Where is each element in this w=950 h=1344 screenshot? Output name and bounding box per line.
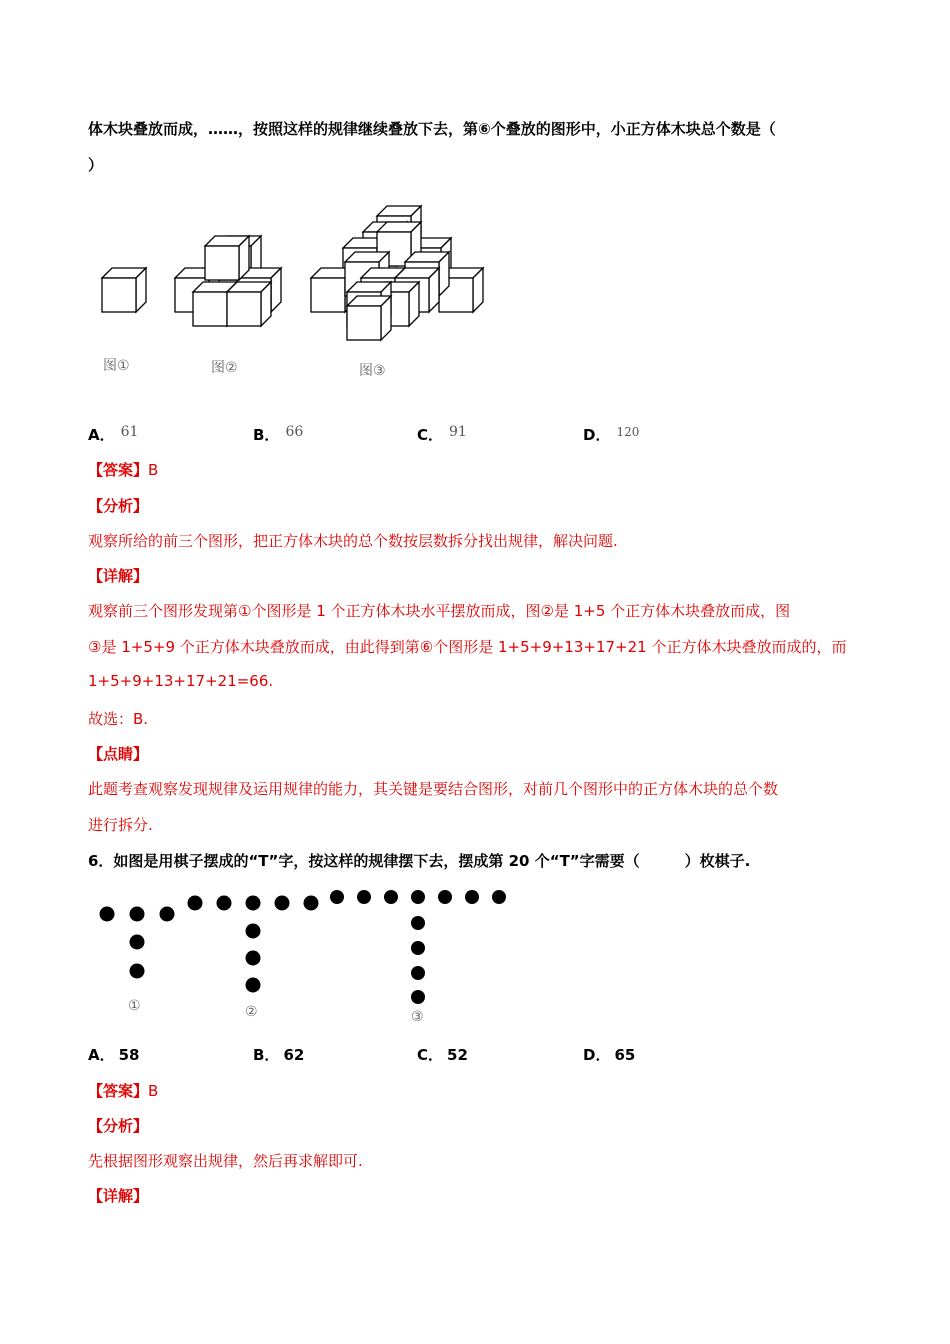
t2-dots (188, 896, 319, 993)
q5-detail-line3: 1+5+9+13+17+21=66. (88, 672, 274, 690)
q5-comment-line1: 此题考查观察发现规律及运用规律的能力，其关键是要结合图形，对前几个图形中的正方体木块的总个数 (88, 780, 779, 798)
q5-analysis-tag: 【分析】 (88, 497, 149, 515)
q5-comment-tag: 【点睛】 (88, 745, 149, 763)
q6-option-b[interactable]: B． 62 (253, 1046, 305, 1064)
q5-option-a[interactable]: A． 61 (88, 424, 139, 444)
q5-answer: 【答案】B (88, 461, 159, 479)
t-shape-figure (90, 885, 520, 1025)
q5-comment-line2: 进行拆分. (88, 816, 153, 834)
q6-option-a[interactable]: A． 58 (88, 1046, 140, 1064)
q6-analysis-tag: 【分析】 (88, 1117, 149, 1135)
q5-choose: 故选：B. (88, 710, 149, 728)
t2-label: ② (245, 1004, 258, 1020)
fig2-label: 图② (211, 360, 238, 376)
q5-option-d[interactable]: D． $^{120}$ (583, 425, 640, 444)
q6-option-c[interactable]: C． 52 (417, 1046, 468, 1064)
q5-detail-tag: 【详解】 (88, 567, 149, 585)
q5-option-b[interactable]: B． 66 (253, 424, 304, 444)
cube-stack-figure (95, 200, 495, 385)
q5-detail-line2: ③是 1+5+9 个正方体木块叠放而成，由此得到第⑥个图形是 1+5+9+13+17+21 个正方体木块叠放而成的，而 (88, 638, 847, 656)
t1-dots (100, 907, 175, 979)
q6-detail-tag: 【详解】 (88, 1187, 149, 1205)
q6-answer: 【答案】B (88, 1082, 159, 1100)
fig3-cubes (311, 206, 483, 340)
q5-detail-line1: 观察前三个图形发现第①个图形是 1 个正方体木块水平摆放而成，图②是 1+5 个正方体木块叠放而成，图 (88, 602, 791, 620)
q5-stem-line1: 体木块叠放而成，……，按照这样的规律继续叠放下去，第⑥个叠放的图形中，小正方体木块总个数是（ (88, 120, 776, 138)
q5-stem-line2: ） (88, 156, 104, 174)
t3-label: ③ (411, 1009, 424, 1025)
t1-label: ① (128, 998, 141, 1014)
fig2-cubes (175, 236, 281, 326)
q6-stem: 6．如图是用棋子摆成的“T”字，按这样的规律摆下去，摆成第 20 个“T”字需要（ ）枚棋子. (88, 852, 751, 870)
fig3-label: 图③ (359, 363, 386, 379)
fig1-label: 图① (103, 358, 130, 374)
q6-option-d[interactable]: D． 65 (583, 1046, 636, 1064)
q6-analysis: 先根据图形观察出规律，然后再求解即可. (88, 1152, 363, 1170)
q5-analysis: 观察所给的前三个图形，把正方体木块的总个数按层数拆分找出规律，解决问题. (88, 532, 618, 550)
t3-dots (330, 890, 506, 1004)
fig1-cube (102, 268, 146, 312)
q5-option-c[interactable]: C． 91 (417, 424, 467, 444)
